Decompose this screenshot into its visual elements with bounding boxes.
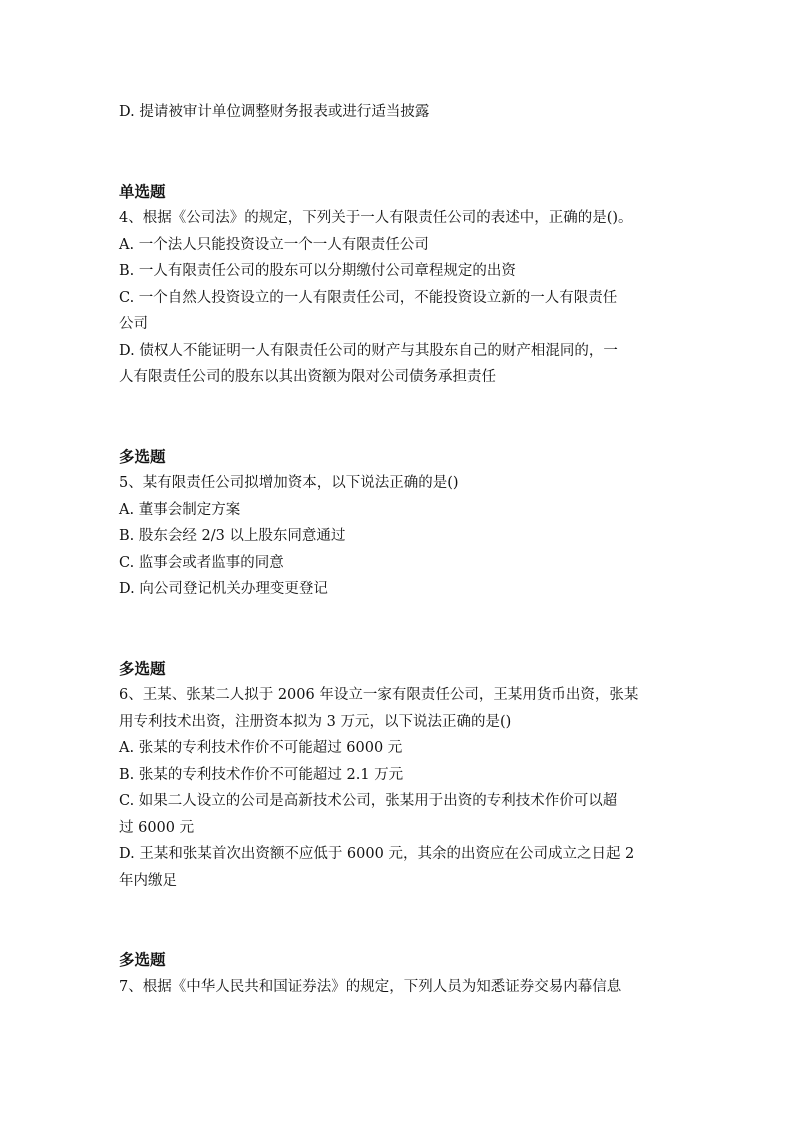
option-d: D. 王某和张某首次出资额不应低于 6000 元，其余的出资应在公司成立之日起 2	[119, 846, 635, 862]
option-a: A. 一个法人只能投资设立一个一人有限责任公司	[119, 236, 429, 253]
question-type-label: 多选题	[119, 951, 166, 969]
option-b: B. 张某的专利技术作价不可能超过 2.1 万元	[119, 766, 404, 783]
question-6	[119, 603, 679, 895]
option-c: C. 监事会或者监事的同意	[119, 554, 284, 571]
option-d: D. 向公司登记机关办理变更登记	[119, 581, 328, 597]
question-type-label: 单选题	[119, 182, 166, 201]
question-stem: 6、王某、张某二人拟于 2006 年设立一家有限责任公司，王某用货币出资，张某	[119, 687, 639, 703]
option-c-continued: 过 6000 元	[119, 819, 195, 836]
option-d: D. 债权人不能证明一人有限责任公司的财产与其股东自己的财产相混同的，一	[119, 342, 618, 359]
question-type-label: 多选题	[119, 447, 166, 466]
option-a: A. 董事会制定方案	[119, 501, 241, 518]
option-d-continued: 人有限责任公司的股东以其出资额为限对公司债务承担责任	[119, 369, 496, 385]
question-type-label: 多选题	[119, 659, 166, 678]
option-c-continued: 公司	[119, 316, 148, 332]
document-content	[119, 99, 679, 1000]
question-4	[119, 126, 679, 391]
option-c: C. 一个自然人投资设立的一人有限责任公司，不能投资设立新的一人有限责任	[119, 289, 618, 306]
option-d-continued: 年内缴足	[119, 872, 177, 889]
prev-question-option-d: D. 提请被审计单位调整财务报表或进行适当披露	[119, 104, 430, 120]
question-stem-continued: 用专利技术出资，注册资本拟为 3 万元，以下说法正确的是()	[119, 713, 512, 730]
question-7	[119, 894, 679, 1000]
option-b: B. 股东会经 2/3 以上股东同意通过	[119, 528, 346, 544]
question-stem: 5、某有限责任公司拟增加资本，以下说法正确的是()	[119, 475, 459, 491]
question-stem: 4、根据《公司法》的规定，下列关于一人有限责任公司的表述中，正确的是()。	[119, 210, 633, 226]
option-c: C. 如果二人设立的公司是高新技术公司，张某用于出资的专利技术作价可以超	[119, 793, 618, 809]
option-b: B. 一人有限责任公司的股东可以分期缴付公司章程规定的出资	[119, 263, 516, 279]
question-5	[119, 391, 679, 603]
option-a: A. 张某的专利技术作价不可能超过 6000 元	[119, 740, 403, 756]
question-stem: 7、根据《中华人民共和国证券法》的规定，下列人员为知悉证券交易内幕信息	[119, 978, 622, 995]
